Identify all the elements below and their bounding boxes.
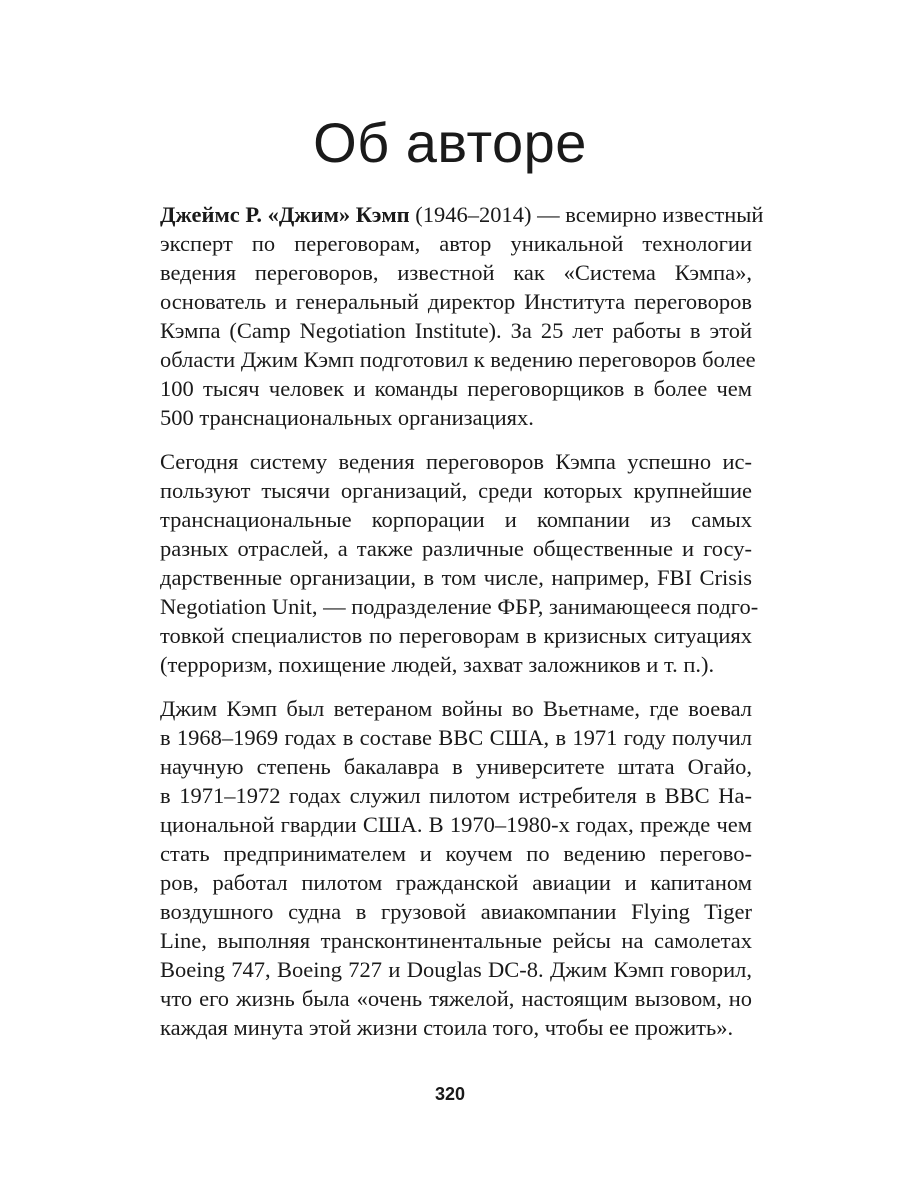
- paragraph-line: области Джим Кэмп подготовил к ведению переговоров более: [160, 347, 756, 372]
- paragraph-3: [160, 694, 752, 1042]
- paragraph-line: ров, работал пилотом гражданской авиации и капитаном: [160, 870, 752, 895]
- paragraph-line: [160, 200, 764, 229]
- paragraph-line: Сегодня систему ведения переговоров Кэмпа успешно ис-: [160, 449, 752, 474]
- paragraph-line: Line, выполняя трансконтинентальные рейсы на самолетах: [160, 928, 752, 953]
- paragraph-line: стать предпринимателем и коучем по ведению перегово-: [160, 841, 752, 866]
- paragraph-line: 500 транснациональных организациях.: [160, 405, 534, 430]
- paragraph-line: научную степень бакалавра в университете штата Огайо,: [160, 754, 752, 779]
- paragraph-line: что его жизнь была «очень тяжелой, настоящим вызовом, но: [160, 986, 752, 1011]
- author-name: Джеймс Р. «Джим» Кэмп: [160, 202, 410, 227]
- body-text: [160, 200, 764, 1057]
- paragraph-line: пользуют тысячи организаций, среди которых крупнейшие: [160, 478, 752, 503]
- page-title: Об авторе: [313, 111, 587, 174]
- page-number: 320: [434, 1084, 466, 1104]
- paragraph-2: [160, 447, 759, 679]
- paragraph-line: в 1971–1972 годах служил пилотом истребителя в ВВС На-: [160, 783, 752, 808]
- paragraph-line: Negotiation Unit, — подразделение ФБР, занимающееся подго-: [160, 594, 759, 619]
- paragraph-1: [160, 200, 764, 432]
- paragraph-line: в 1968–1969 годах в составе ВВС США, в 1971 году получил: [160, 725, 752, 750]
- paragraph-line: Джим Кэмп был ветераном войны во Вьетнаме, где воевал: [160, 696, 752, 721]
- paragraph-line: ведения переговоров, известной как «Система Кэмпа»,: [160, 260, 752, 285]
- paragraph-line: Кэмпа (Camp Negotiation Institute). За 25 лет работы в этой: [160, 318, 752, 343]
- paragraph-line: товкой специалистов по переговорам в кризисных ситуациях: [160, 623, 752, 648]
- paragraph-line: воздушного судна в грузовой авиакомпании Flying Tiger: [160, 899, 752, 924]
- paragraph-line: каждая минута этой жизни стоила того, чтобы ее прожить».: [160, 1015, 734, 1040]
- paragraph-line: Boeing 747, Boeing 727 и Douglas DC-8. Джим Кэмп говорил,: [160, 957, 752, 982]
- paragraph-line: разных отраслей, а также различные общественные и госу-: [160, 536, 752, 561]
- paragraph-line: дарственные организации, в том числе, например, FBI Crisis: [160, 565, 752, 590]
- paragraph-line: эксперт по переговорам, автор уникальной технологии: [160, 231, 752, 256]
- paragraph-line: циональной гвардии США. В 1970–1980-х годах, прежде чем: [160, 812, 752, 837]
- lead-text: (1946–2014) — всемирно известный: [409, 202, 764, 227]
- paragraph-line: основатель и генеральный директор Института переговоров: [160, 289, 752, 314]
- paragraph-line: (терроризм, похищение людей, захват заложников и т. п.).: [160, 652, 715, 677]
- paragraph-line: транснациональные корпорации и компании из самых: [160, 507, 752, 532]
- paragraph-line: 100 тысяч человек и команды переговорщиков в более чем: [160, 376, 752, 401]
